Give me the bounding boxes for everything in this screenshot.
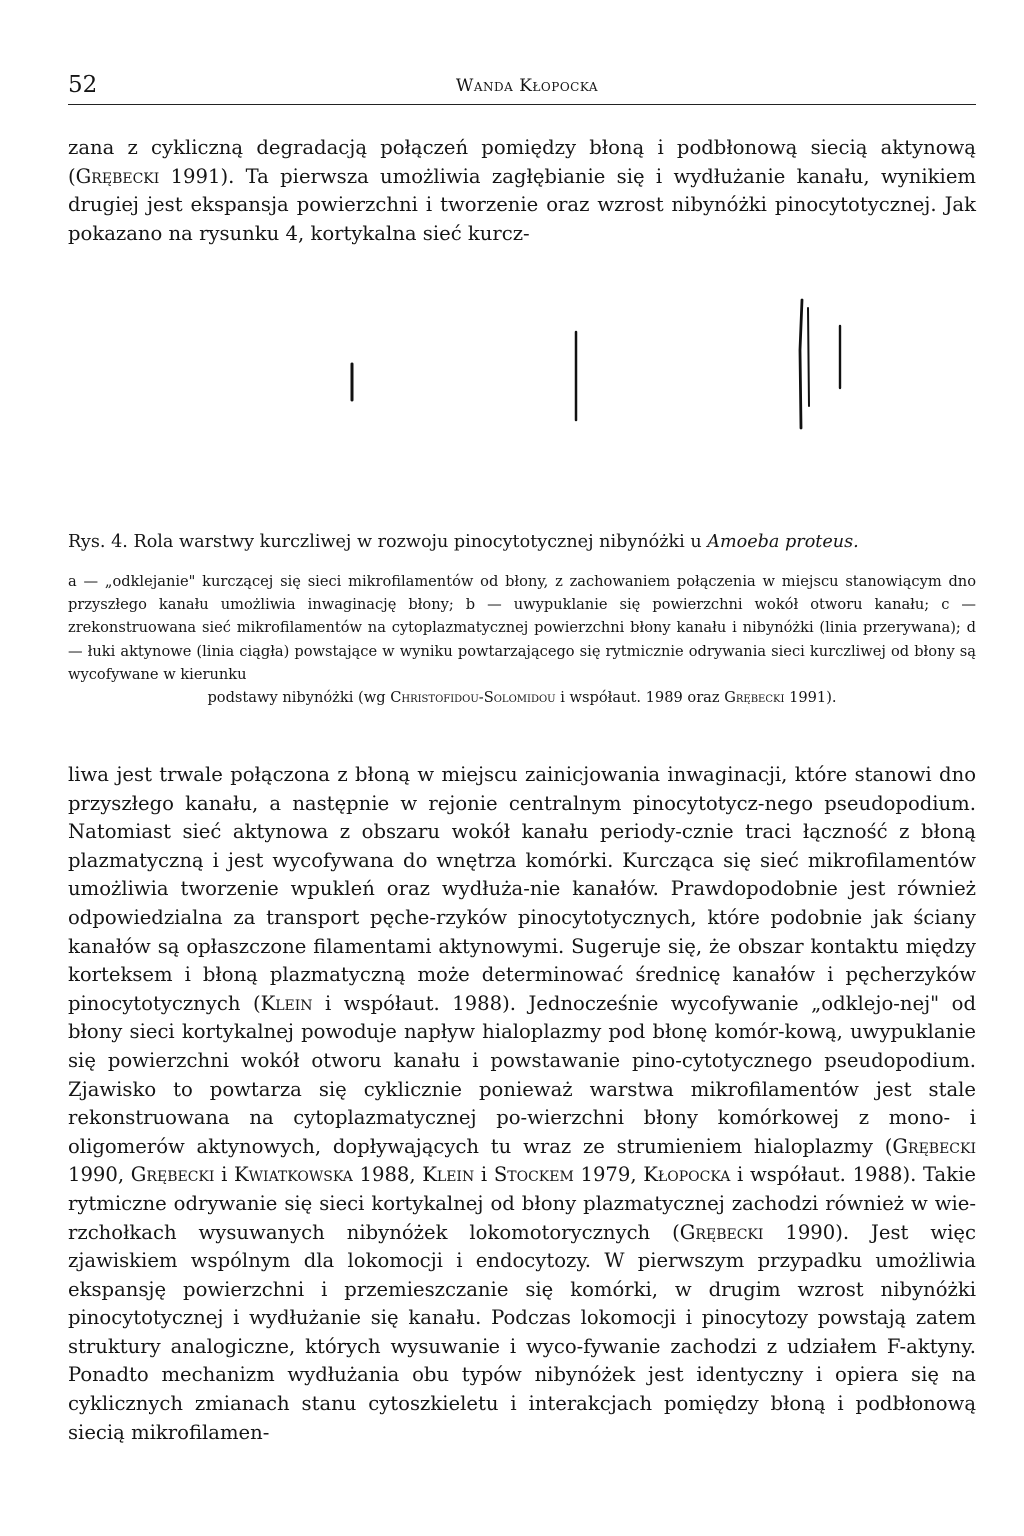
caption-text: podstawy nibynóżki (wg [207,689,391,707]
running-head-author: Wanda Kłopocka [455,76,598,96]
figure-title [68,530,976,554]
citation-author: Grębecki [130,1163,215,1187]
caption-text: i współaut. 1989 oraz [555,689,725,707]
citation-author: Grębecki [75,164,160,188]
figure-title-text: Rys. 4. Rola warstwy kurczliwej w rozwoju pinocytotycznej nibynóżki u [68,532,708,552]
caption-text: 1991). [784,689,837,707]
figure-caption [68,570,976,709]
figure-title-species: Amoeba proteus. [707,532,859,552]
text-run: 1979, [573,1163,644,1187]
text-run: liwa jest trwale połączona z błoną w miejscu zainicjowania inwaginacji, które stanowi dno przyszłego kanału, a następnie w rejonie centralnym pinocytotycz-nego pseudopodium. Natomiast sieć aktynowa z obszaru wokół kanału periody-cznie traci łączność z błoną plazmatyczną i jest wycofywana do wnętrza komórki. Kurcząca się sieć mikrofilamentów umożliwia tworzenie wpukleń oraz wydłuża-nie kanałów. Prawdopodobnie jest również odpowiedzialna za transport pęche-rzyków pinocytotycznych, które podobnie jak ściany kanałów są opłaszczone filamentami aktynowymi. Sugeruje się, że obszar kontaktu między korteksem i błoną plazmatyczną może determinować średnicę kanałów i pęcherzyków pinocytotycznych ( [68,763,976,1015]
citation-author: Klein [260,991,313,1015]
text-run: 1991). Ta pierwsza umożliwia zagłębianie się i wydłużanie kanału, wynikiem drugiej jest ekspansja powierzchni i tworzenie oraz wzrost nibynóżki pinocytotycznej. Jak pokazano na rysunku 4, kortykalna sieć kurcz- [68,164,976,245]
citation-author: Grębecki [724,689,785,707]
fig-mark-c2 [808,308,809,406]
text-run: i współaut. 1988). Jednocześnie wycofywanie „odklejo-nej" od błony sieci kortykalnej powoduje napływ hialoplazmy pod błonę komór-kową, uwypuklanie się powierzchni wokół otworu kanału i powstawanie pino-cytotycznego pseudopodium. Zjawisko to powtarza się cyklicznie ponieważ warstwa mikrofilamentów jest stale rekonstruowana na cytoplazmatycznej po-wierzchni błony komórkowej z mono- i oligomerów aktynowych, dopływających tu wraz ze strumieniem hialoplazmy ( [68,991,976,1158]
citation-author: Stockem [493,1163,574,1187]
caption-text: a — „odklejanie" kurczącej się sieci mikrofilamentów od błony, z zachowaniem połączenia w miejscu stanowiącym dno przyszłego kanału umożliwia inwaginację błony; b — uwypuklanie się powierzchni wokół otworu kanału; c — zrekonstruowana sieć mikrofilamentów na cytoplazmatycznej powierzchni błony kanału i nibynóżki (linia przerywana); d — łuki aktynowe (linia ciągła) powstające w wyniku powtarzającego się rytmicznie odrywania sieci kurczliwej od błony są wycofywane w kierunku [68,573,976,683]
fig-mark-c1 [800,300,802,428]
citation-author: Kłopocka [643,1163,731,1187]
text-run: i [214,1163,235,1187]
text-run: zana z cykliczną degradacją połączeń pomiędzy błoną i podbłonową siecią aktynową ( [68,136,976,188]
text-run: i współaut. 1988). Takie rytmiczne odrywanie się sieci kortykalnej od błony plazmatycznej zachodzi również w wie-rzchołkach wysuwanych nibynóżek lokomotorycznych ( [68,1163,976,1244]
citation-author: Kwiatkowska [234,1163,353,1187]
main-paragraph [68,761,976,1447]
figure-4-image [330,288,870,448]
text-run: 1990, [68,1163,131,1187]
page-header [68,70,976,105]
citation-author: Grębecki [892,1134,976,1158]
citation-author: Grębecki [679,1220,764,1244]
citation-author: Klein [422,1163,475,1187]
text-run: 1990). Jest więc zjawiskiem wspólnym dla lokomocji i endocytozy. W pierwszym przypadku umożliwia ekspansję powierzchni i przemieszczanie się komórki, w drugim wzrost nibynóżki pinocytotycznej i wydłużanie się kanału. Podczas lokomocji i pinocytozy powstają zatem struktury analogiczne, których wysuwanie i wyco-fywanie zachodzi z udziałem F-aktyny. Ponadto mechanizm wydłużania obu typów nibynóżek jest identyczny i opiera się na cyklicznych zmianach stanu cytoszkieletu i interakcjach pomiędzy błoną i podbłonową siecią mikrofilamen- [68,1220,976,1444]
text-run: 1988, [352,1163,423,1187]
citation-author: Christofidou-Solomidou [390,689,556,707]
page-number: 52 [68,72,98,98]
intro-paragraph [68,134,976,248]
text-run: i [474,1163,494,1187]
figure-4-drawing [330,288,870,448]
